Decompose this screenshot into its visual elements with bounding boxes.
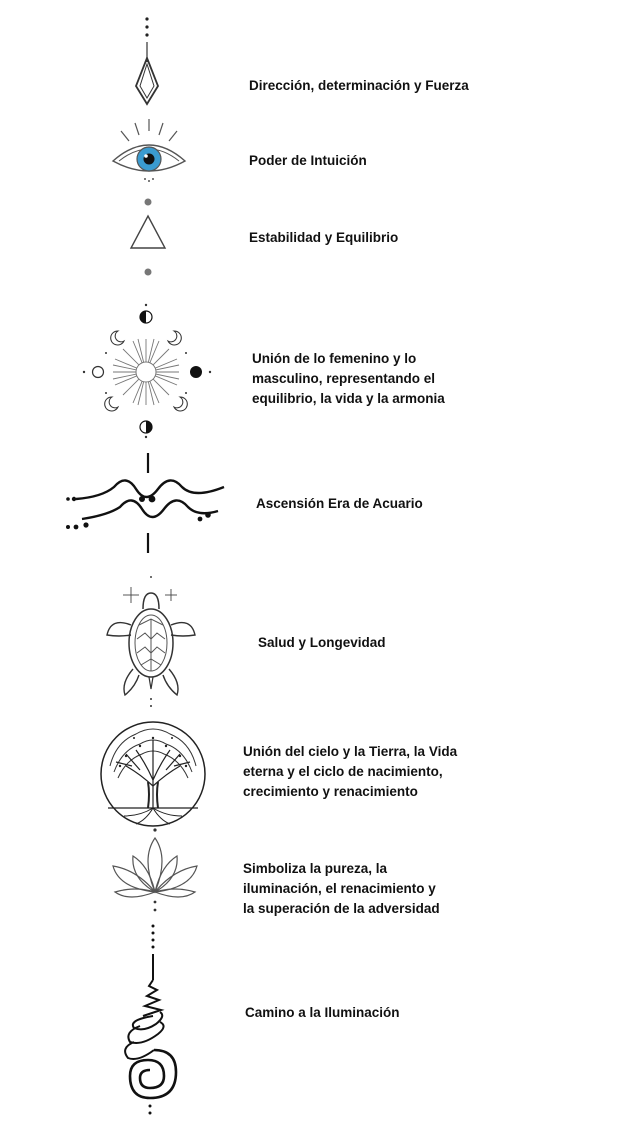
symbol-meaning-label: Simboliza la pureza, la iluminación, el renacimiento y la superación de la adversidad	[243, 861, 440, 916]
unalome-icon	[120, 920, 184, 1120]
symbol-meaning-label: Unión de lo femenino y lo masculino, representando el equilibrio, la vida y la armonia	[252, 351, 445, 406]
symbol-meaning-label: Estabilidad y Equilibrio	[249, 230, 399, 245]
tree-of-life-icon	[96, 716, 210, 832]
symbol-meaning-label: Salud y Longevidad	[258, 635, 386, 650]
arrow-pendant-icon	[118, 14, 178, 109]
sun-moons-icon	[76, 303, 218, 439]
symbol-meaning-label: Ascensión Era de Acuario	[256, 496, 423, 511]
turtle-icon	[103, 573, 199, 711]
triangle-icon	[120, 192, 176, 282]
aquarius-waves-icon	[62, 449, 232, 557]
symbol-meaning-label: Camino a la Iluminación	[245, 1005, 400, 1020]
symbol-meaning-label: Unión del cielo y la Tierra, la Vida eterna y el ciclo de nacimiento, crecimiento y renacimiento	[243, 744, 458, 799]
eye-icon	[105, 115, 193, 185]
symbol-meaning-label: Poder de Intuición	[249, 153, 367, 168]
symbol-meaning-label: Dirección, determinación y Fuerza	[249, 78, 469, 93]
lotus-icon	[105, 826, 201, 918]
